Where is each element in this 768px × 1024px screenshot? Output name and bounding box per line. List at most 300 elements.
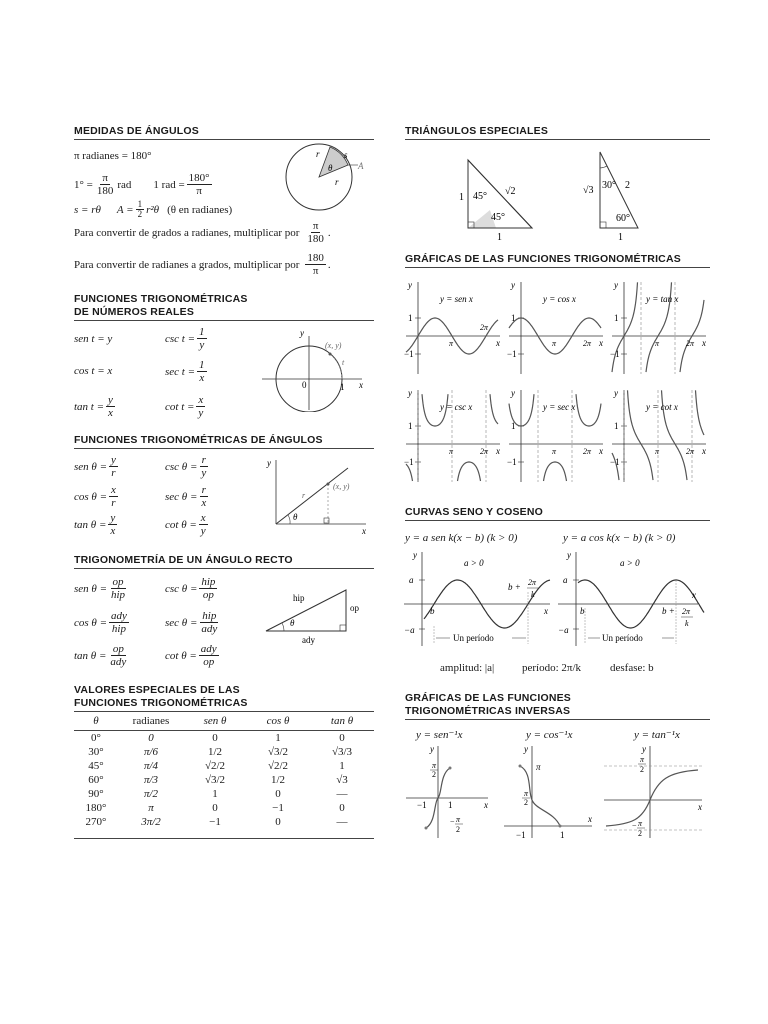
den: x (110, 525, 116, 537)
table-cell: 0 (275, 816, 281, 828)
pi: π (456, 815, 461, 824)
cot-label: cot θ = (165, 649, 197, 662)
section-title-valores-2: FUNCIONES TRIGONOMÉTRICAS (74, 697, 248, 709)
table-cell: 45° (88, 760, 104, 772)
pi: π (638, 819, 643, 828)
den: op (202, 589, 214, 601)
den: ady (201, 623, 218, 635)
pi: π (536, 762, 541, 772)
conversion-text-2: Para convertir de radianes a grados, multiplicar por (74, 258, 300, 271)
num: x (198, 394, 204, 406)
op-over-hip (109, 576, 127, 601)
cot-graph (610, 386, 710, 484)
table-cell: π (148, 802, 154, 814)
table-row (74, 759, 374, 773)
table-cell: 0 (212, 802, 218, 814)
section-title-valores-1: VALORES ESPECIALES DE LAS (74, 684, 240, 696)
label-b: b (430, 606, 435, 616)
two: 2 (640, 765, 644, 774)
num: x (200, 512, 206, 524)
angle-30: 30° (602, 180, 616, 191)
function-label: y = sec x (543, 402, 576, 412)
axis-y: y (267, 458, 271, 468)
a-positive: a > 0 (620, 558, 640, 568)
180-over-pi (187, 172, 212, 197)
phase-shift: desfase: b (610, 662, 654, 674)
hip-over-op (199, 576, 217, 601)
tick-one: 1 (340, 382, 345, 392)
num: ady (200, 643, 217, 655)
table-cell: √2/2 (204, 760, 226, 772)
r-over-y (199, 454, 208, 479)
axis-x: x (702, 446, 706, 456)
arcsin-graph (404, 742, 494, 842)
den: π (312, 265, 319, 277)
den: x (108, 407, 113, 419)
section-title-reales-1: FUNCIONES TRIGONOMÉTRICAS (74, 293, 248, 305)
axis-x: x (496, 446, 500, 456)
k: k (685, 619, 689, 628)
r-squared-theta: r²θ (146, 203, 160, 216)
num: 180 (307, 252, 324, 264)
arctan-label: y = tan⁻¹x (634, 729, 680, 741)
origin-zero: 0 (302, 380, 307, 390)
tick-neg-one: −1 (610, 349, 620, 359)
sec-label: sec t = (165, 365, 196, 378)
tan-graph (610, 278, 710, 376)
cos-graph (507, 278, 607, 376)
table-cell: 0 (339, 802, 345, 814)
table-row (74, 731, 374, 746)
den: x (199, 372, 205, 384)
num: r (201, 484, 206, 496)
hip-over-ady (199, 610, 219, 635)
num: x (111, 484, 116, 496)
arctan-graph (602, 742, 708, 842)
num: hip (202, 610, 217, 622)
col-tan: tan θ (310, 712, 374, 731)
tick-pi: π (655, 447, 660, 456)
point-xy: (x, y) (325, 341, 342, 350)
sin-graph (404, 278, 504, 376)
rad-label: rad (117, 178, 132, 191)
csc-graph (404, 386, 504, 484)
tick-1: 1 (560, 830, 565, 840)
label-b: b (580, 606, 585, 616)
conversion-text-1: Para convertir de grados a radianes, multiplicar por (74, 226, 300, 239)
cot-label: cot θ = (165, 518, 197, 531)
tick-pi: π (655, 339, 660, 348)
ady-over-hip (109, 610, 129, 635)
pi-over-180-b (305, 220, 326, 245)
num: y (110, 512, 116, 524)
cos-theta (74, 484, 120, 509)
tick-pi: π (552, 339, 557, 348)
tick-two-pi: 2π (686, 447, 695, 456)
b-plus-label: b + (662, 606, 675, 616)
hypotenuse: 2 (625, 180, 630, 191)
csc-label: csc θ = (165, 460, 198, 473)
section-rule (74, 568, 374, 569)
hypotenuse: √2 (505, 186, 516, 197)
axis-x: x (702, 338, 706, 348)
table-cell: 60° (88, 774, 104, 786)
b-plus-label: b + (508, 582, 521, 592)
table-cell: π/2 (143, 788, 159, 800)
sine-curve-equation: y = a sen k(x − b) (k > 0) (405, 532, 518, 544)
r-over-x (199, 484, 208, 509)
sec-label: sec θ = (165, 616, 198, 629)
section-title-reales-2: DE NÚMEROS REALES (74, 306, 195, 318)
table-cell: √3/3 (331, 746, 353, 758)
tick-pi: π (449, 447, 454, 456)
label-r: r (302, 491, 306, 500)
table-header-row (74, 712, 374, 731)
special-values-table (74, 712, 374, 829)
table-cell: 0 (212, 732, 218, 744)
tan-op-ady (74, 643, 130, 668)
cos-t: cos t = x (74, 365, 113, 377)
num: π (102, 172, 108, 184)
sec-graph (507, 386, 607, 484)
axis-y: y (408, 388, 412, 398)
pi: π (432, 761, 437, 770)
two-pi: 2π (682, 607, 691, 616)
col-theta: θ (74, 712, 118, 731)
tick-one: 1 (408, 313, 413, 323)
num: 1 (199, 326, 205, 338)
col-sen: sen θ (184, 712, 246, 731)
num: y (111, 454, 116, 466)
table-cell: π/6 (143, 746, 159, 758)
table-cell: 1/2 (207, 746, 223, 758)
arc-area-formulas (74, 200, 232, 219)
tick-two-pi: 2π (583, 339, 592, 348)
180-over-pi-b (305, 252, 326, 277)
table-cell: 0 (148, 732, 154, 744)
tick-one: 1 (614, 421, 619, 431)
amp-a: a (563, 575, 568, 585)
y-over-x (106, 394, 115, 419)
table-row (74, 801, 374, 815)
un-periodo: Un período (602, 633, 643, 643)
label-r2: r (335, 177, 339, 187)
table-cell: 0° (91, 732, 101, 744)
angle-diagram (262, 452, 372, 538)
tick-pi: π (449, 339, 454, 348)
pi: π (640, 755, 645, 764)
pi-over-180 (95, 172, 116, 197)
one-rad-label: 1 rad = (153, 178, 185, 191)
tick-two-pi: 2π (583, 447, 592, 456)
table-cell: π/3 (143, 774, 159, 786)
label-t: t (342, 358, 345, 367)
section-rule (405, 139, 710, 140)
tick-neg-one: −1 (507, 349, 517, 359)
section-rule (405, 267, 710, 268)
den: y (201, 467, 207, 479)
angle-45-top: 45° (473, 191, 487, 202)
arc-length-formula: s = rθ (74, 203, 101, 216)
a-positive: a > 0 (464, 558, 484, 568)
x-over-y (196, 394, 205, 419)
amp-neg-a: −a (404, 625, 415, 635)
arccos-graph (502, 742, 596, 842)
table-cell: 0 (275, 788, 281, 800)
den: y (200, 525, 206, 537)
k: k (531, 590, 535, 599)
section-title-inversas-2: TRIGONOMÉTRICAS INVERSAS (405, 705, 571, 717)
axis-x: x (588, 814, 592, 824)
csc-hip-op (165, 576, 219, 601)
tick-neg-one: −1 (404, 457, 414, 467)
section-title-curvas: CURVAS SENO Y COSENO (405, 506, 544, 518)
table-row (74, 815, 374, 829)
theta-radians-note: (θ en radianes) (167, 203, 233, 216)
angle-45-bottom: 45° (491, 212, 505, 223)
num: 180° (188, 172, 210, 184)
num: hip (201, 576, 216, 588)
axis-y: y (614, 388, 618, 398)
den: π (196, 185, 202, 197)
neg: − (632, 821, 637, 830)
table-cell: 1 (339, 760, 345, 772)
two: 2 (524, 798, 528, 807)
axis-y: y (430, 744, 434, 754)
num: y (108, 394, 113, 406)
section-rule (74, 320, 374, 321)
label-r: r (316, 149, 320, 159)
section-title-triangulos: TRIÁNGULOS ESPECIALES (405, 125, 549, 137)
tan-label: tan θ = (74, 518, 107, 531)
num: ady (111, 610, 127, 622)
conversion-rad-to-deg: Para convertir de radianes a grados, multiplicar por $\frac{180}{\pi}$ . (74, 252, 331, 277)
cos-ady-hip (74, 610, 131, 635)
sen-t: sen t = y (74, 333, 113, 345)
axis-x: x (359, 380, 363, 390)
tan-theta (74, 512, 119, 537)
x-over-y (199, 512, 208, 537)
axis-y: y (567, 550, 571, 560)
one-over-y (197, 326, 207, 351)
den: r (111, 467, 116, 479)
axis-x: x (599, 338, 603, 348)
tick-neg-one: −1 (610, 457, 620, 467)
tick-neg-one: −1 (404, 349, 414, 359)
label-A: A (358, 161, 364, 171)
amplitude: amplitud: |a| (440, 662, 495, 674)
one-degree-label: 1° = (74, 178, 93, 191)
sen-label: sen θ = (74, 460, 107, 473)
function-label: y = csc x (440, 402, 473, 412)
sen-op-hip (74, 576, 129, 601)
side-sqrt3: √3 (583, 185, 594, 196)
axis-y: y (511, 280, 515, 290)
tan-label: tan t = (74, 400, 105, 413)
table-cell: 30° (88, 746, 104, 758)
sec-hip-ady (165, 610, 221, 635)
op-over-ady (108, 643, 128, 668)
point-xy: (x, y) (333, 482, 350, 491)
axis-y: y (524, 744, 528, 754)
tick-one: 1 (511, 421, 516, 431)
den: y (199, 339, 205, 351)
cot-theta (165, 512, 210, 537)
table-cell: 270° (85, 816, 107, 828)
function-label: y = sen x (440, 294, 473, 304)
den: ady (110, 656, 127, 668)
tan-t (74, 394, 117, 419)
two: 2 (638, 829, 642, 838)
sector-diagram (280, 143, 370, 215)
tick-two-pi: 2π (480, 323, 489, 332)
amp-neg-a: −a (558, 625, 569, 635)
num: op (112, 643, 124, 655)
table-cell: π/4 (143, 760, 159, 772)
right-triangle-diagram (262, 584, 372, 648)
table-cell: 90° (88, 788, 104, 800)
sec-label: sec θ = (165, 490, 198, 503)
csc-theta (165, 454, 210, 479)
table-cell: −1 (272, 802, 284, 814)
table-cell: √3/2 (204, 774, 226, 786)
csc-label: csc θ = (165, 582, 198, 595)
table-row (74, 773, 374, 787)
num: op (112, 576, 124, 588)
num: π (312, 220, 319, 232)
tick-one: 1 (614, 313, 619, 323)
tick-neg-1: −1 (417, 800, 427, 810)
function-label: y = cos x (543, 294, 576, 304)
table-cell: 180° (85, 802, 107, 814)
table-cell: — (336, 816, 348, 828)
axis-x: x (692, 590, 696, 600)
one-half (136, 200, 145, 219)
num: 1 (137, 199, 143, 209)
axis-x: x (698, 802, 702, 812)
tick-one: 1 (408, 421, 413, 431)
tick-two-pi: 2π (480, 447, 489, 456)
section-rule (405, 719, 710, 720)
axis-x: x (544, 606, 548, 616)
section-title-funciones-angulos: FUNCIONES TRIGONOMÉTRICAS DE ÁNGULOS (74, 434, 323, 446)
section-title-angulo-recto: TRIGONOMETRÍA DE UN ÁNGULO RECTO (74, 554, 293, 566)
pi: π (524, 789, 529, 798)
tick-two-pi: 2π (686, 339, 695, 348)
table-cell: √3/2 (267, 746, 289, 758)
cos-label: cos θ = (74, 490, 107, 503)
axis-y: y (413, 550, 417, 560)
two: 2 (432, 770, 436, 779)
label-theta: θ (328, 163, 333, 173)
sec-theta (165, 484, 210, 509)
label-theta: θ (290, 618, 295, 628)
den: hip (111, 623, 126, 635)
neg: − (450, 817, 455, 826)
cot-ady-op (165, 643, 221, 668)
tick-neg-1: −1 (516, 830, 526, 840)
table-cell: — (336, 788, 348, 800)
label-op: op (350, 603, 359, 613)
den: op (203, 656, 215, 668)
col-cos: cos θ (246, 712, 310, 731)
den: r (111, 497, 116, 509)
one-over-x (197, 359, 207, 384)
y-over-x (108, 512, 117, 537)
cot-t (165, 394, 207, 419)
table-cell: 1 (212, 788, 218, 800)
sec-t (165, 359, 209, 384)
axis-y: y (642, 744, 646, 754)
area-label: A = (116, 203, 134, 216)
axis-x: x (496, 338, 500, 348)
section-title-angulos: MEDIDAS DE ÁNGULOS (74, 125, 199, 137)
y-over-r (109, 454, 118, 479)
table-row (74, 787, 374, 801)
cosine-curve-equation: y = a cos k(x − b) (k > 0) (563, 532, 676, 544)
label-hip: hip (293, 593, 305, 603)
two: 2 (456, 825, 460, 834)
side-1: 1 (459, 192, 464, 203)
radians-180: π radianes = 180° (74, 150, 152, 162)
conversion-deg-to-rad: Para convertir de grados a radianes, multiplicar por $\frac{\pi}{180}$ . (74, 220, 331, 245)
section-rule (74, 139, 374, 140)
cot-label: cot t = (165, 400, 195, 413)
label-s: s (344, 150, 348, 160)
section-title-inversas-1: GRÁFICAS DE LAS FUNCIONES (405, 692, 572, 704)
cosine-curve-diagram (558, 548, 710, 650)
axis-y: y (408, 280, 412, 290)
section-rule (405, 520, 710, 521)
axis-x: x (599, 446, 603, 456)
base-1: 1 (618, 232, 623, 242)
degree-conversion (74, 172, 214, 197)
table-cell: 3π/2 (141, 816, 161, 828)
col-radianes: radianes (118, 712, 184, 731)
ady-over-op (199, 643, 219, 668)
axis-x: x (484, 800, 488, 810)
tick-1: 1 (448, 800, 453, 810)
table-cell: 0 (339, 732, 345, 744)
unit-circle-diagram (258, 326, 370, 412)
tan-label: tan θ = (74, 649, 107, 662)
axis-y: y (614, 280, 618, 290)
axis-y: y (511, 388, 515, 398)
tick-pi: π (552, 447, 557, 456)
table-cell: 1/2 (270, 774, 286, 786)
csc-t (165, 326, 209, 351)
arcsin-label: y = sen⁻¹x (416, 729, 463, 741)
sine-curve-diagram (404, 548, 554, 650)
den: 180 (96, 185, 114, 197)
table-cell: √2/2 (267, 760, 289, 772)
table-bottom-rule (74, 838, 374, 839)
triangle-45-45-90 (450, 148, 550, 242)
function-label: y = cot x (646, 402, 678, 412)
arccos-label: y = cos⁻¹x (526, 729, 573, 741)
function-label: y = tan x (646, 294, 679, 304)
den: 2 (137, 209, 143, 219)
label-theta: θ (293, 512, 298, 522)
period: período: 2π/k (522, 662, 582, 674)
label-ady: ady (302, 635, 315, 645)
den: y (198, 407, 204, 419)
den: x (201, 497, 207, 509)
tick-one: 1 (511, 313, 516, 323)
table-cell: −1 (209, 816, 221, 828)
angle-60: 60° (616, 213, 630, 224)
amp-a: a (409, 575, 414, 585)
